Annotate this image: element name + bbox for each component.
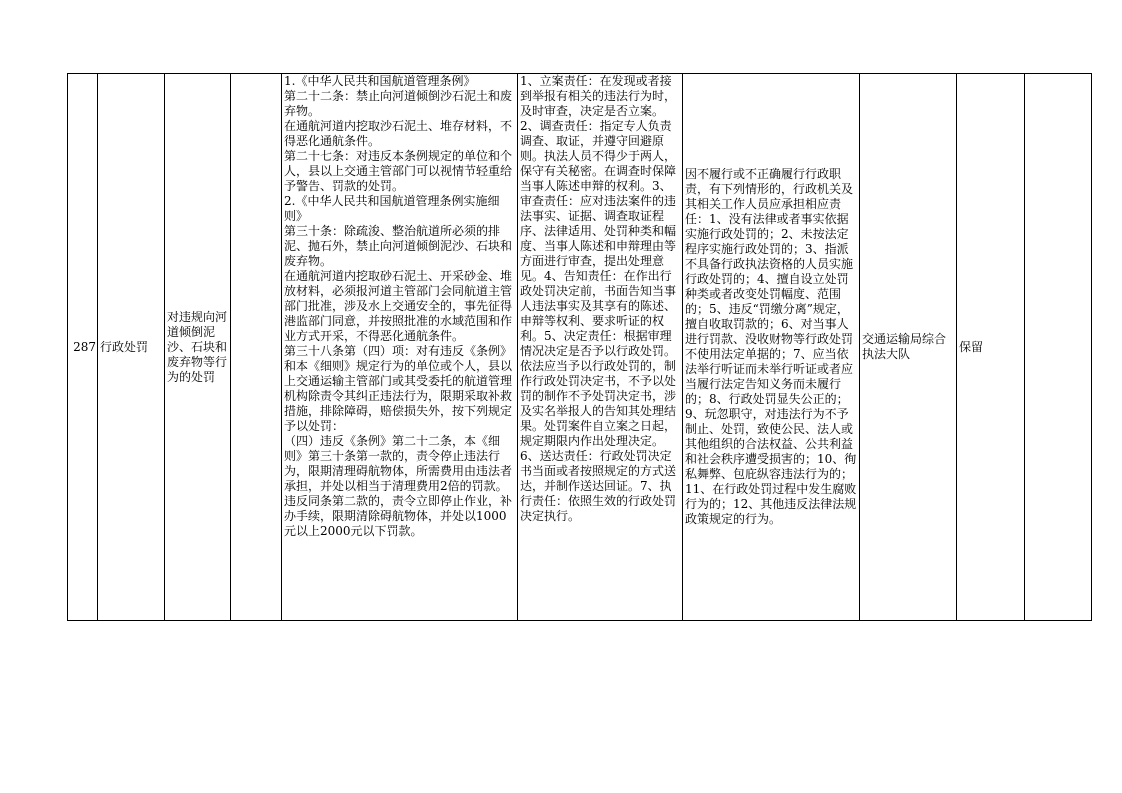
sub-item-cell bbox=[231, 74, 282, 621]
accountability-cell bbox=[683, 74, 860, 621]
table-row bbox=[68, 74, 1092, 621]
status-cell: 保留 bbox=[957, 74, 1025, 621]
remark-cell bbox=[1025, 74, 1092, 621]
item-name-text: 对违规向河道倾倒泥沙、石块和废弃物等行为的处罚 bbox=[167, 309, 228, 384]
basis-text: 1.《中华人民共和国航道管理条例》 第二十二条：禁止向河道倾倒沙石泥土和废弃物。 在通航河道内挖取沙石泥土、堆存材料，不得恶化通航条件。 第二十七条：对违反本条例规定的单位和个人，县以上交通主管部门可以视情节轻重给予警告、罚款的处罚。 2.《中华人民共和国航道管理条例实施细则》 第三十条：除疏浚、整治航道所必须的排泥、抛石外，禁止向河道倾倒泥沙、石块和废弃物。 在通航河道内挖取砂石泥土、开采砂金、堆放材料，必须报河道主管部门会同航道主管部门批准，涉及水上交通安全的，事先征得港监部门同意，并按照批准的水域范围和作业方式开采，不得恶化通航条件。 第三十八条第（四）项：对有违反《条例》和本《细则》规定行为的单位或个人，县以上交通运输主管部门或其受委托的航道管理机构除责令其纠正违法行为，限期采取补救措施，排除障碍，赔偿损失外，按下列规定予以处罚： （四）违反《条例》第二十二条，本《细则》第三十条第一款的，责令停止违法行为，限期清理碍航物体，所需费用由违法者承担，并处以相当于清理费用2倍的罚款。违反同条第二款的，责令立即停止作业，补办手续，限期清除碍航物体，并处以1000元以上2000元以下罚款。 bbox=[284, 74, 513, 538]
responsibility-text: 1、立案责任：在发现或者接到举报有相关的违法行为时，及时审查，决定是否立案。2、调查责任：指定专人负责调查、取证，并遵守回避原则。执法人员不得少于两人，保守有关秘密。在调查时保障当事人陈述申辩的权利。3、审查责任：应对违法案件的违法事实、证据、调查取证程序、法律适用、处罚种类和幅度、当事人陈述和申辩理由等方面进行审查，提出处理意见。4、告知责任：在作出行政处罚决定前，书面告知当事人违法事实及其享有的陈述、申辩等权利、要求听证的权利。5、决定责任：根据审理情况决定是否予以行政处罚。依法应当予以行政处罚的，制作行政处罚决定书，不予以处罚的制作不予处罚决定书，涉及实名举报人的告知其处理结果。处罚案件自立案之日起，规定期限内作出处理决定。 6、送达责任：行政处罚决定书当面或者按照规定的方式送达，并制作送达回证。7、执行责任：依照生效的行政处罚决定执行。 bbox=[520, 74, 677, 523]
accountability-text: 因不履行或不正确履行行政职责，有下列情形的，行政机关及其相关工作人员应承担相应责任：1、没有法律或者事实依据实施行政处罚的；2、未按法定程序实施行政处罚的；3、指派不具备行政执法资格的人员实施行政处罚的；4、擅自设立处罚种类或者改变处罚幅度、范围的；5、违反“罚缴分离”规定，擅自收取罚款的；6、对当事人进行罚款、没收财物等行政处罚不使用法定单据的；7、应当依法举行听证而未举行听证或者应当履行法定告知义务而未履行的；8、行政处罚显失公正的；9、玩忽职守，对违法行为不予制止、处罚，致使公民、法人或其他组织的合法权益、公共利益和社会秩序遭受损害的；10、徇私舞弊、包庇纵容违法行为的；11、在行政处罚过程中发生腐败行为的；12、其他违反法律法规政策规定的行为。 bbox=[685, 167, 857, 526]
department-cell bbox=[860, 74, 957, 621]
item-name-cell bbox=[165, 74, 231, 621]
responsibility-cell bbox=[518, 74, 683, 621]
basis-cell bbox=[282, 74, 518, 621]
power-list-table bbox=[67, 73, 1092, 621]
category-cell: 行政处罚 bbox=[98, 74, 165, 621]
department-text: 交通运输局综合执法大队 bbox=[862, 332, 947, 361]
seq-cell: 287 bbox=[68, 74, 98, 621]
